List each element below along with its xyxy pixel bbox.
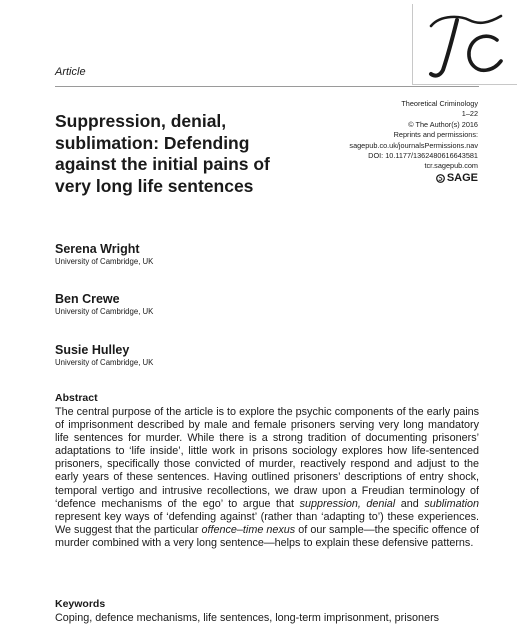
copyright-notice: © The Author(s) 2016 [408, 119, 478, 129]
page-range: 1–22 [461, 109, 478, 119]
author-block [55, 241, 153, 267]
abstract-emphasis: sublimation [424, 497, 479, 510]
author-affiliation: University of Cambridge, UK [55, 257, 154, 266]
permissions-link[interactable]: sagepub.co.uk/journalsPermissions.nav [349, 140, 478, 150]
keywords-list: Coping, defence mechanisms, life sentences, long-term imprisonment, prisoners [55, 612, 440, 624]
sage-mark-icon [436, 174, 445, 183]
journal-logo [412, 4, 517, 85]
header-rule [55, 86, 479, 87]
abstract-heading: Abstract [55, 392, 98, 404]
article-title: Suppression, denial, sublimation: Defending against the initial pains of very long life sentences [55, 111, 270, 196]
author-block [55, 342, 153, 368]
journal-name: Theoretical Criminology [401, 99, 478, 108]
author-affiliation: University of Cambridge, UK [55, 358, 154, 367]
abstract-emphasis: suppression, denial [299, 497, 396, 510]
abstract-emphasis: offence–time nexus [201, 523, 296, 536]
tc-monogram-icon [413, 4, 517, 84]
publisher-logo [436, 173, 478, 183]
author-block [55, 291, 153, 317]
doi-link[interactable]: DOI: 10.1177/1362480616643581 [368, 151, 478, 161]
abstract-text-part: of our sample—the specific offence of murder combined with a very long sentence—helps to explain these defensive patterns. [55, 523, 479, 549]
abstract-text-part: represent key ways of ‘defending against’ (rather than ‘adapting to’) these experiences. We suggest that the particular [55, 510, 479, 536]
author-name: Serena Wright [55, 242, 140, 256]
author-affiliation: University of Cambridge, UK [55, 307, 154, 316]
article-type-label: Article [55, 66, 86, 78]
author-name: Ben Crewe [55, 292, 120, 306]
abstract-text-part: and [395, 497, 425, 510]
keywords-heading: Keywords [55, 598, 106, 610]
publisher-name: SAGE [446, 171, 478, 184]
author-name: Susie Hulley [55, 343, 130, 357]
keywords-section [55, 598, 479, 625]
abstract-section [55, 392, 479, 550]
reprints-label: Reprints and permissions: [393, 130, 478, 140]
abstract-text-part: The central purpose of the article is to explore the psychic components of the early pains of imprisonment described by male and female prisoners serving very long mandatory life sentences for murder. While there is a strong tradition of documenting prisoners’ adaptations to ‘life inside’, little work in prisons sociology explores how life-sentenced prisoners, specifically those convicted of murder, reactively respond and adjust to the early years of these sentences. Having outlined prisoners’ descriptions of entry shock, temporal vertigo and intrusive recollections, we draw upon a Freudian terminology of ‘defence mechanisms of the ego’ to argue that [55, 406, 479, 510]
abstract-text [55, 406, 479, 550]
journal-site-link[interactable]: tcr.sagepub.com [424, 161, 478, 171]
